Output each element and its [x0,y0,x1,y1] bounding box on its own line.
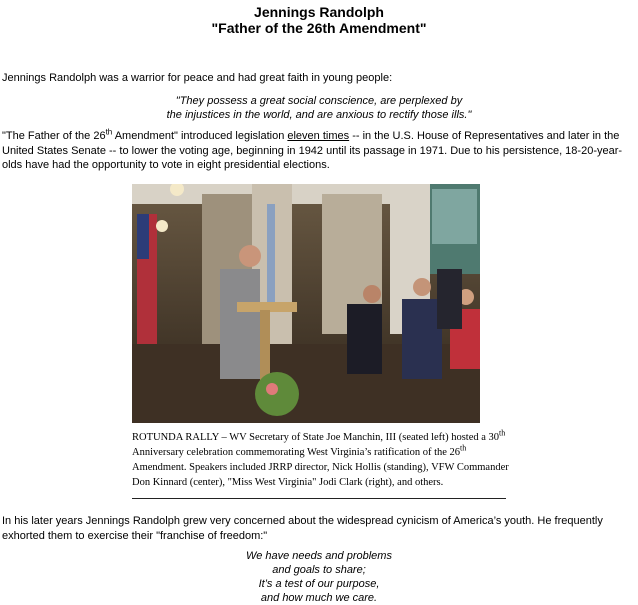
text: Amendment" introduced legislation [112,130,288,142]
text: Anniversary celebration commemorating West Virginia’s ratification of the 26 [132,447,461,458]
text: Amendment. Speakers included JRRP director, Nick Hollis (standing), VFW Commander Don Kinnard (center), "Miss West Virginia" Jodi Clark (right), and others. [132,462,509,488]
page-subtitle: "Father of the 26th Amendment" [211,20,427,36]
page-title: Jennings Randolph [254,4,384,20]
text: -- in the U.S. House of Representatives and later in the United States Senate -- to lower the voting age, beginning in 1942 until its passage in 1971. Due to his persistence, 18-20-year-olds have had the opportunity to vote in eight presidential elections. [2,130,623,171]
poem-line-1: We have needs and problems [246,550,392,562]
underlined-text: eleven times [287,130,350,142]
quote-line-1: "They possess a great social conscience, are perplexed by [175,95,463,107]
superscript: th [105,127,113,137]
text: "The Father of the 26 [2,130,106,142]
intro-paragraph: Jennings Randolph was a warrior for peace and had great faith in young people: [2,72,393,84]
poem-line-3: It’s a test of our purpose, [258,578,380,590]
rotunda-rally-photo [132,184,480,423]
cynicism-paragraph: In his later years Jennings Randolph grew very concerned about the widespread cynicism of America’s youth. He frequently exhorted them to exercise their "franchise of freedom:" [2,515,603,542]
legislation-paragraph [2,129,638,173]
superscript: th [460,443,467,453]
poem-line-2: and goals to share; [272,564,366,576]
divider [132,498,506,499]
poem-line-4: and how much we care. [260,592,378,604]
photo-caption [132,430,512,490]
text: ROTUNDA RALLY – WV Secretary of State Joe Manchin, III (seated left) hosted a 30 [132,432,500,443]
superscript: th [499,428,506,438]
quote-line-2: the injustices in the world, and are anxious to rectify those ills." [166,109,472,121]
